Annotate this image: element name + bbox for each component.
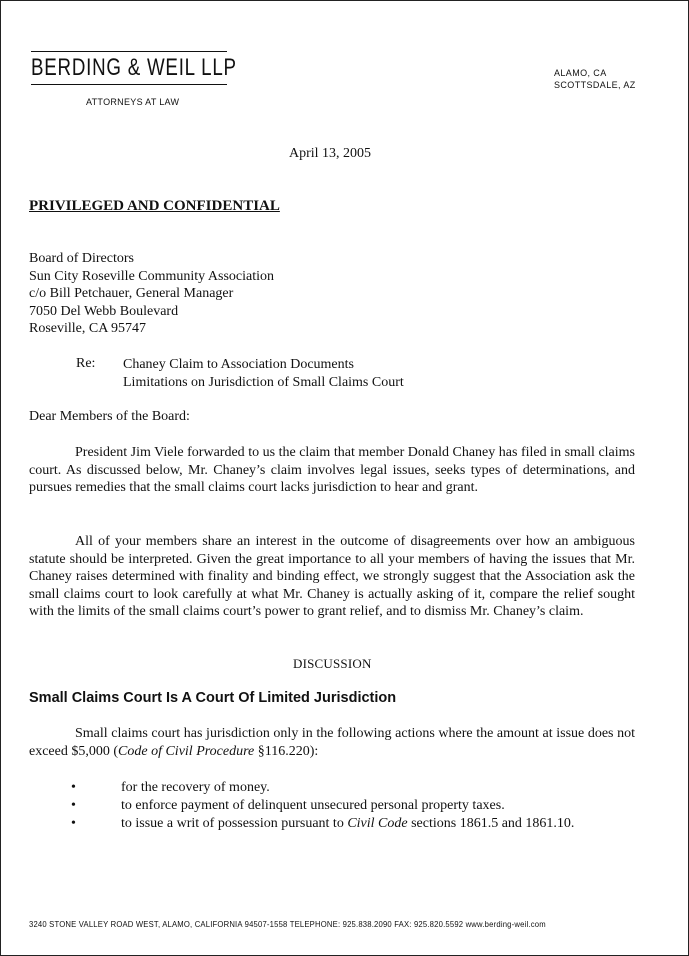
address-line: Sun City Roseville Community Association <box>29 268 275 284</box>
bullet-glyph: • <box>71 816 76 831</box>
firm-logo <box>31 51 237 85</box>
section-title: DISCUSSION <box>293 656 372 671</box>
re-line: Chaney Claim to Association Documents <box>123 357 354 372</box>
office-locations <box>554 67 636 91</box>
bullet-glyph: • <box>71 798 76 813</box>
re-subject <box>123 356 404 392</box>
firm-tagline: ATTORNEYS AT LAW <box>86 97 180 107</box>
list-item-text: to enforce payment of delinquent unsecured personal property taxes. <box>121 798 505 813</box>
address-line: c/o Bill Petchauer, General Manager <box>29 286 234 301</box>
office-location: SCOTTSDALE, AZ <box>554 80 636 90</box>
statute-citation: Code of Civil Procedure <box>118 743 255 759</box>
recipient-address <box>29 250 274 338</box>
list-item <box>71 779 574 797</box>
confidentiality-heading: PRIVILEGED AND CONFIDENTIAL <box>29 198 280 214</box>
list-item <box>71 797 574 815</box>
list-item-text: for the recovery of money. <box>121 780 270 795</box>
section-heading: Small Claims Court Is A Court Of Limited Jurisdiction <box>29 690 397 706</box>
re-label: Re: <box>76 356 96 371</box>
firm-name: BERDING & WEIL LLP <box>31 54 237 81</box>
address-line: 7050 Del Webb Boulevard <box>29 303 179 319</box>
letter-date: April 13, 2005 <box>289 146 372 161</box>
address-line: Roseville, CA 95747 <box>29 321 147 336</box>
list-item-text: sections 1861.5 and 1861.10. <box>407 816 575 831</box>
logo-rule-bottom <box>31 84 227 85</box>
jurisdiction-list <box>71 779 574 833</box>
list-item-text: to issue a writ of possession pursuant to <box>121 816 348 831</box>
letterhead-footer: 3240 STONE VALLEY ROAD WEST, ALAMO, CALIFORNIA 94507-1558 TELEPHONE: 925.838.2090 FAX: 925.820.5592 www.berding-weil.com <box>29 920 546 929</box>
paragraph-text: President Jim Viele forwarded to us the claim that member Donald Chaney has filed in small claims court. As discussed below, Mr. Chaney’s claim involves legal issues, seeks types of determinations, and pursues remedies that the small claims court lacks jurisdiction to hear and grant. <box>29 445 635 495</box>
list-item <box>71 815 574 833</box>
address-line: Board of Directors <box>29 251 134 266</box>
body-paragraph <box>29 533 635 621</box>
paragraph-text: All of your members share an interest in the outcome of disagreements over how an ambiguous statute should be interpreted. Given the great importance to all your members of having the issues that Mr. Chaney raises determined with finality and binding effect, we strongly suggest that the Association ask the small claims court to look carefully at what Mr. Chaney is actually asking of it, compare the relief sought with the limits of the small claims court’s power to grant relief, and to dismiss Mr. Chaney’s claim. <box>29 534 635 619</box>
paragraph-text: §116.220): <box>254 743 319 759</box>
jurisdiction-paragraph <box>29 725 635 760</box>
logo-rule-top <box>31 51 227 52</box>
office-location: ALAMO, CA <box>554 68 607 78</box>
body-paragraph <box>29 444 635 497</box>
re-line: Limitations on Jurisdiction of Small Claims Court <box>123 375 404 390</box>
salutation: Dear Members of the Board: <box>29 409 190 424</box>
paragraph-text: Small claims court has jurisdiction only in the following actions where the amount at issue does not exceed $5,000 ( <box>29 726 635 759</box>
statute-citation: Civil Code <box>347 816 408 831</box>
bullet-glyph: • <box>71 780 76 795</box>
